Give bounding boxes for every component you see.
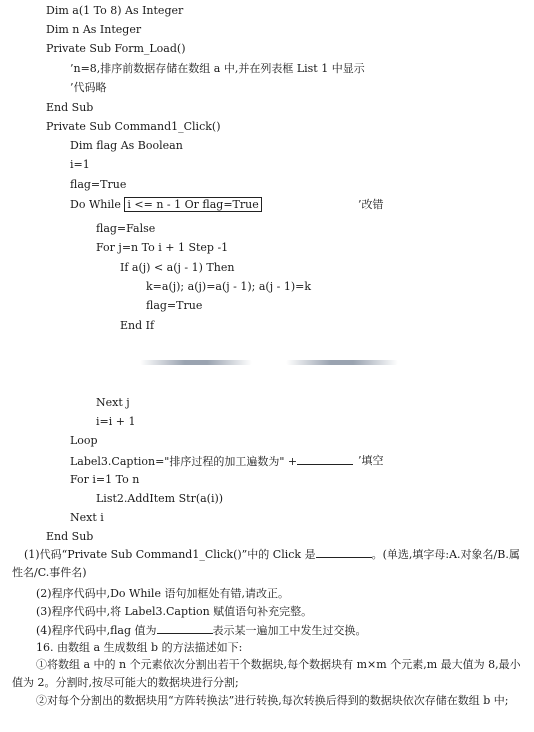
problem-16-step-2: ②对每个分割出的数据块用“方阵转换法”进行转换,每次转换后得到的数据块依次存储在数组 b 中; bbox=[36, 694, 509, 707]
code-line: Dim a(1 To 8) As Integer bbox=[46, 4, 184, 17]
code-line: For j=n To i + 1 Step -1 bbox=[96, 241, 229, 254]
question-2: (2)程序代码中,Do While 语句加框处有错,请改正。 bbox=[36, 587, 289, 600]
code-line: Loop bbox=[70, 434, 98, 447]
code-line: Private Sub Command1_Click() bbox=[46, 120, 221, 133]
question-4-text: (4)程序代码中,flag 值为 bbox=[36, 624, 157, 637]
label-caption-code: Label3.Caption="排序过程的加工遍数为" + bbox=[70, 455, 298, 468]
code-line: Next i bbox=[70, 511, 104, 524]
problem-16-step-1: ①将数组 a 中的 n 个元素依次分割出若干个数据块,每个数据块有 m×m 个元素,m 最大值为 8,最小值为 2。分割时,按尽可能大的数据块进行分割; bbox=[12, 658, 521, 689]
code-line: List2.AddItem Str(a(i)) bbox=[96, 492, 224, 505]
code-line: End Sub bbox=[46, 101, 94, 114]
question-3: (3)程序代码中,将 Label3.Caption 赋值语句补充完整。 bbox=[36, 605, 313, 618]
code-comment: ’n=8,排序前数据存储在数组 a 中,并在列表框 List 1 中显示 bbox=[70, 62, 365, 75]
question-1 bbox=[12, 546, 526, 582]
code-line: End Sub bbox=[46, 530, 94, 543]
question-4-tail: 表示某一遍加工中发生过交换。 bbox=[212, 624, 367, 637]
answer-blank bbox=[157, 623, 213, 634]
page-break-left bbox=[140, 360, 252, 365]
code-line: flag=True bbox=[70, 178, 127, 191]
question-1-text: (1)代码“Private Sub Command1_Click()”中的 Click 是 bbox=[24, 548, 316, 561]
code-line: Next j bbox=[96, 396, 130, 409]
code-line: End If bbox=[120, 319, 155, 332]
do-while-keyword: Do While bbox=[70, 198, 125, 211]
code-comment: ’代码略 bbox=[70, 81, 107, 94]
question-4 bbox=[36, 623, 367, 638]
page-break-right bbox=[286, 360, 398, 365]
code-line: If a(j) < a(j - 1) Then bbox=[120, 261, 235, 274]
code-line: k=a(j); a(j)=a(j - 1); a(j - 1)=k bbox=[146, 280, 312, 293]
code-line: Private Sub Form_Load() bbox=[46, 42, 186, 55]
answer-blank bbox=[316, 547, 372, 558]
question-1-options: 。(单选,填字母:A.对象名/B.属性名/C.事件名) bbox=[12, 548, 520, 579]
code-line: i=1 bbox=[70, 158, 90, 171]
fix-comment: ’改错 bbox=[358, 198, 384, 211]
fill-comment: ’填空 bbox=[358, 454, 384, 467]
fill-blank bbox=[297, 454, 353, 465]
code-line: Dim flag As Boolean bbox=[70, 139, 183, 152]
code-line: flag=False bbox=[96, 222, 156, 235]
boxed-condition: i <= n - 1 Or flag=True bbox=[124, 197, 261, 212]
code-line: Dim n As Integer bbox=[46, 23, 142, 36]
code-line: For i=1 To n bbox=[70, 473, 140, 486]
code-line: i=i + 1 bbox=[96, 415, 136, 428]
do-while-line bbox=[70, 198, 262, 212]
problem-16-heading: 16. 由数组 a 生成数组 b 的方法描述如下: bbox=[36, 641, 243, 654]
label-caption-line bbox=[70, 454, 353, 469]
code-line: flag=True bbox=[146, 299, 203, 312]
